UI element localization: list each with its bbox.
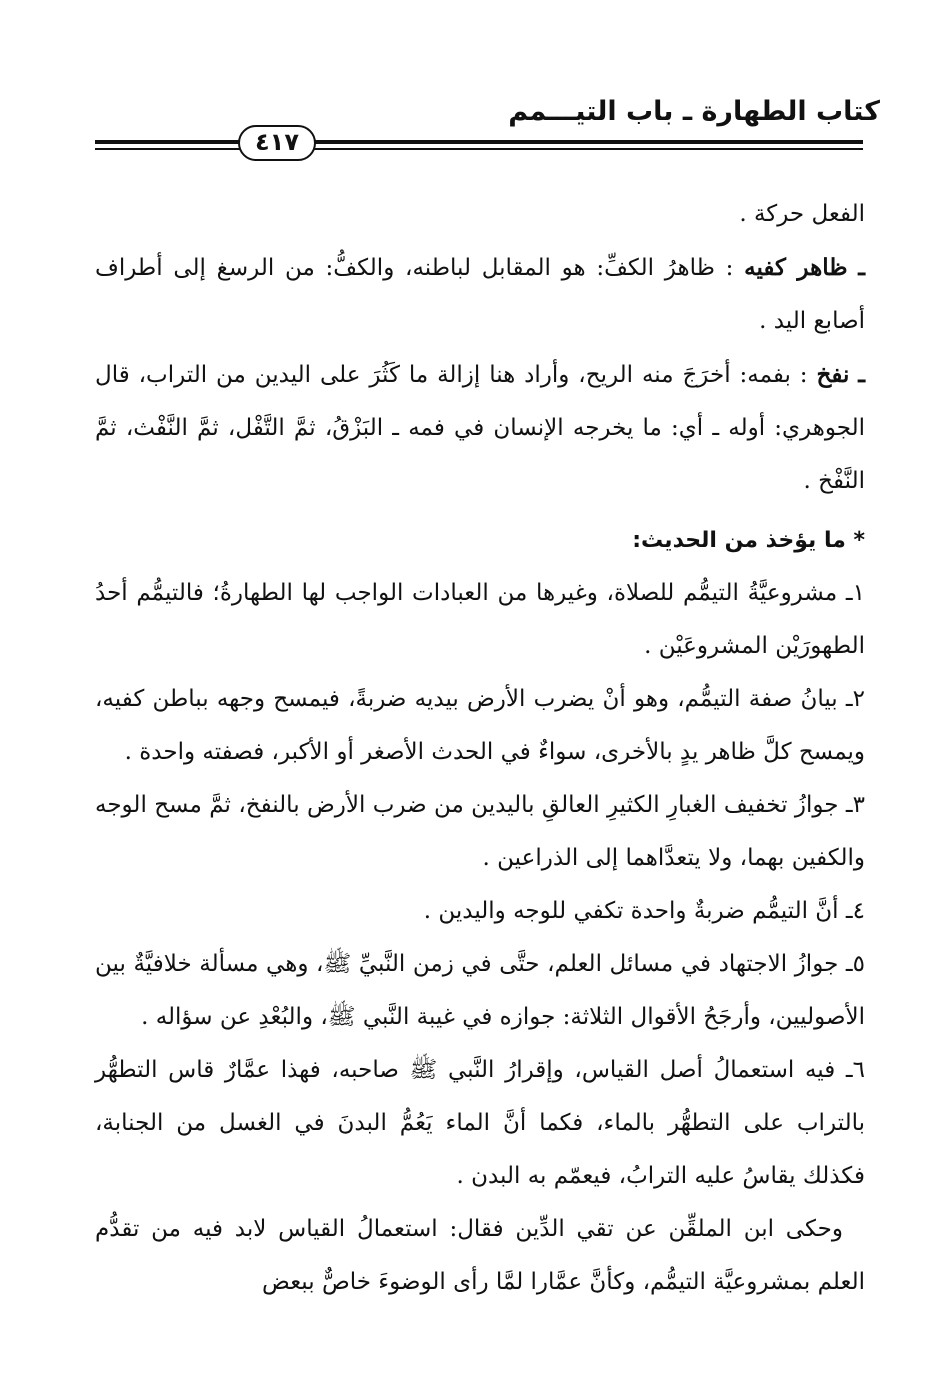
item-number: ١ـ: [845, 580, 865, 606]
page-number-badge: ٤١٧: [238, 125, 316, 161]
item-number: ٣ـ: [845, 792, 865, 818]
page-body: [95, 188, 865, 1309]
item-text: أنَّ التيمُّم ضربةٌ واحدة تكفي للوجه واليدين .: [423, 898, 839, 924]
glossary-term: ظاهر كفيه: [744, 254, 848, 281]
glossary-term: نفخ: [816, 361, 850, 388]
glossary-entry: [95, 241, 865, 348]
header-rule-thick: [95, 140, 863, 144]
list-item: [95, 673, 865, 779]
item-text: مشروعيَّةُ التيمُّم للصلاة، وغيرها من العبادات الواجب لها الطهارةُ؛ فالتيمُّم أحدُ الطهورَيْن المشروعَيْن .: [95, 580, 865, 659]
list-item: [95, 779, 865, 885]
continuation-line: الفعل حركة .: [739, 201, 865, 227]
glossary-definition: : ظاهرُ الكفِّ: هو المقابل لباطنه، والكفُّ: من الرسغ إلى أطراف أصابع اليد .: [95, 255, 865, 334]
item-text: جوازُ الاجتهاد في مسائل العلم، حتَّى في زمن النَّبيِّ ﷺ، وهي مسألة خلافيَّةٌ بين الأصوليين، وأرجَحُ الأقوال الثلاثة: جوازه في غيبة النَّبي ﷺ، والبُعْدِ عن سؤاله .: [95, 951, 865, 1030]
list-item: [95, 938, 865, 1044]
header-rule-thin: [95, 148, 863, 150]
running-header-title: كتاب الطهارة ـ باب التيـــمم: [508, 96, 880, 127]
glossary-bullet: ـ: [858, 254, 866, 281]
item-number: ٢ـ: [845, 686, 866, 712]
closing-paragraph: وحكى ابن الملقِّن عن تقي الدِّين فقال: استعمالُ القياس لابد فيه من تقدُّم العلم بمشروعيَّة التيمُّم، وكأنَّ عمَّارا لمَّا رأى الوضوءَ خاصٌّ ببعض: [95, 1216, 865, 1295]
list-item: [95, 567, 865, 673]
glossary-entry: [95, 348, 865, 508]
glossary-definition: : بفمه: أخرَجَ منه الريح، وأراد هنا إزالة ما كَثُرَ على اليدين من التراب، قال الجوهري: أوله ـ أي: ما يخرجه الإنسان في فمه ـ البَزْقُ، ثمَّ التَّفْل، ثمَّ النَّفْث، ثمَّ النَّفْخ .: [95, 362, 865, 494]
list-item: [95, 1044, 865, 1203]
item-number: ٦ـ: [845, 1057, 866, 1083]
list-item: [95, 885, 865, 938]
item-text: جوازُ تخفيف الغبارِ الكثيرِ العالقِ باليدين من ضرب الأرض بالنفخ، ثمَّ مسح الوجه والكفين بهما، ولا يتعدَّاهما إلى الذراعين .: [95, 792, 865, 871]
item-number: ٥ـ: [845, 951, 866, 977]
section-heading: * ما يؤخذ من الحديث:: [632, 528, 865, 553]
item-number: ٤ـ: [845, 898, 865, 924]
item-text: فيه استعمالُ أصل القياس، وإقرارُ النَّبي ﷺ صاحبه، فهذا عمَّارٌ قاس التطهُّر بالتراب على التطهُّر بالماء، فكما أنَّ الماء يَعُمُّ البدنَ في الغسل من الجنابة، فكذلك يقاسُ عليه الترابُ، فيعمّم به البدن .: [95, 1057, 865, 1189]
glossary-bullet: ـ: [858, 361, 866, 388]
item-text: بيانُ صفة التيمُّم، وهو أنْ يضرب الأرض بيديه ضربةً، فيمسح وجهه بباطن كفيه، ويمسح كلَّ ظاهر يدٍ بالأخرى، سواءٌ في الحدث الأصغر أو الأكبر، فصفته واحدة .: [95, 686, 865, 765]
